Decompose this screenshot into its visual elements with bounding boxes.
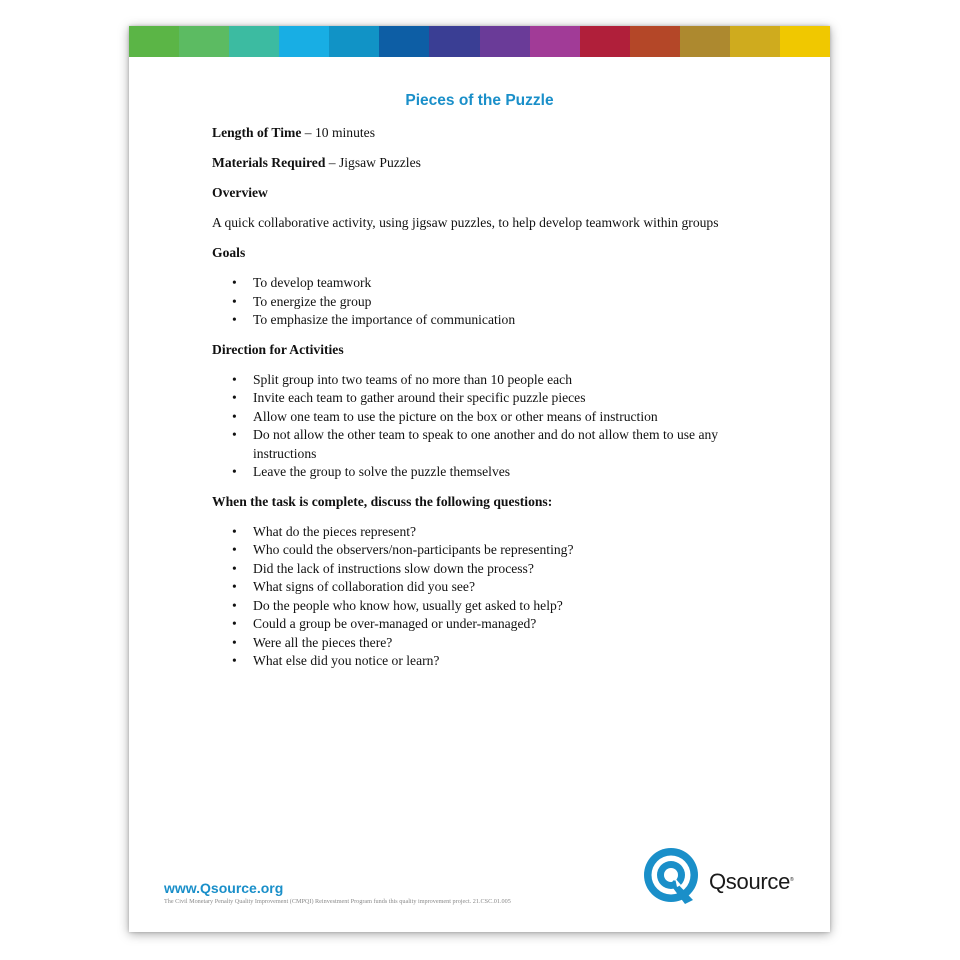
list-item: • To energize the group — [253, 293, 772, 312]
color-swatch — [329, 26, 379, 57]
qsource-q-icon — [641, 844, 707, 910]
color-swatch — [530, 26, 580, 57]
list-item: • What else did you notice or learn? — [253, 652, 772, 671]
logo-wordmark: Qsource — [709, 869, 791, 894]
list-item: • Leave the group to solve the puzzle themselves — [253, 463, 772, 482]
color-swatch — [680, 26, 730, 57]
length-label: Length of Time — [212, 125, 302, 140]
color-swatch — [279, 26, 329, 57]
list-item: • Do not allow the other team to speak to one another and do not allow them to use any instructions — [253, 426, 772, 463]
color-swatch — [179, 26, 229, 57]
list-item: • What do the pieces represent? — [253, 523, 772, 542]
color-swatch — [129, 26, 179, 57]
document-body — [212, 124, 772, 682]
length-of-time — [212, 124, 772, 143]
color-swatch — [580, 26, 630, 57]
document-page — [129, 26, 830, 932]
goals-list — [212, 274, 772, 330]
list-item: • Do the people who know how, usually get asked to help? — [253, 597, 772, 616]
list-item: • Split group into two teams of no more than 10 people each — [253, 371, 772, 390]
header-color-band — [129, 26, 830, 57]
goals-heading: Goals — [212, 245, 246, 260]
color-swatch — [379, 26, 429, 57]
list-item: • What signs of collaboration did you see? — [253, 578, 772, 597]
footer-url-link[interactable]: www.Qsource.org — [164, 880, 284, 896]
list-item: • Were all the pieces there? — [253, 634, 772, 653]
list-item: • Allow one team to use the picture on the box or other means of instruction — [253, 408, 772, 427]
list-item: • To develop teamwork — [253, 274, 772, 293]
color-swatch — [429, 26, 479, 57]
list-item: • Could a group be over-managed or under-managed? — [253, 615, 772, 634]
length-value: – 10 minutes — [301, 125, 376, 140]
directions-list — [212, 371, 772, 482]
color-swatch — [780, 26, 830, 57]
list-item: • Invite each team to gather around their specific puzzle pieces — [253, 389, 772, 408]
materials-label: Materials Required — [212, 155, 326, 170]
list-item: • Who could the observers/non-participants be representing? — [253, 541, 772, 560]
questions-heading: When the task is complete, discuss the following questions: — [212, 493, 553, 509]
directions-heading: Direction for Activities — [212, 341, 344, 357]
color-swatch — [630, 26, 680, 57]
materials-required — [212, 154, 772, 173]
color-swatch — [730, 26, 780, 57]
questions-list — [212, 523, 772, 671]
list-item: • To emphasize the importance of communication — [253, 311, 772, 330]
overview-heading: Overview — [212, 185, 268, 200]
qsource-logo — [641, 844, 801, 910]
document-title: Pieces of the Puzzle — [405, 92, 554, 109]
registered-mark: ® — [790, 877, 794, 883]
funding-note: The Civil Monetary Penalty Quality Improvement (CMPQI) Reinvestment Program funds this quality improvement project. 21.CSC.01.005 — [164, 898, 511, 905]
list-item: • Did the lack of instructions slow down the process? — [253, 560, 772, 579]
overview-text: A quick collaborative activity, using jigsaw puzzles, to help develop teamwork within groups — [212, 215, 719, 230]
materials-value: – Jigsaw Puzzles — [325, 155, 421, 170]
color-swatch — [229, 26, 279, 57]
color-swatch — [480, 26, 530, 57]
